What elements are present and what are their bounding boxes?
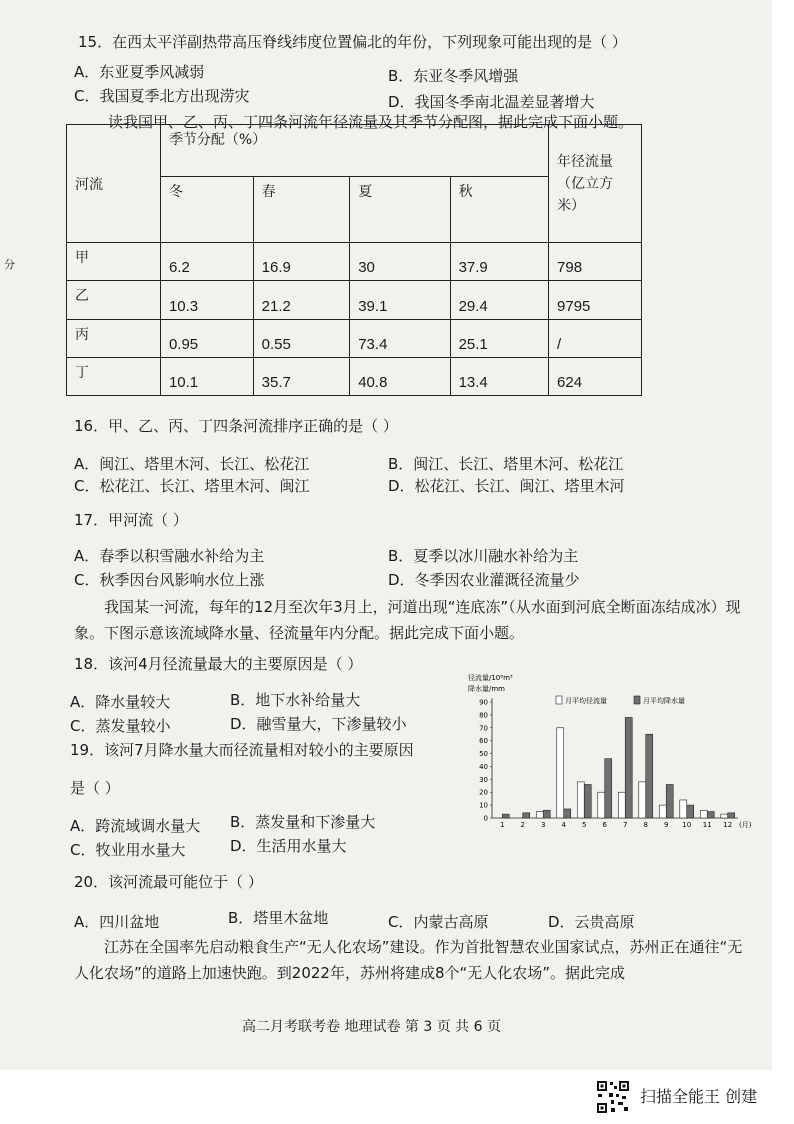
table-cell: 6.2 (160, 243, 253, 281)
y-tick-label: 20 (479, 788, 488, 797)
x-tick-label: 7 (623, 821, 628, 829)
table-cell: 16.9 (253, 243, 350, 281)
question-16-option-a: A．闽江、塔里木河、长江、松花江 (74, 455, 310, 473)
runoff-bar (700, 810, 707, 818)
question-20-option-d: D．云贵高原 (548, 913, 635, 931)
table-row (67, 357, 642, 395)
precip-bar (646, 734, 653, 818)
runoff-bar (577, 782, 584, 818)
x-tick-label: 8 (643, 821, 648, 829)
x-tick-label: 11 (702, 821, 712, 829)
x-tick-label: 4 (561, 821, 566, 829)
legend-swatch (556, 696, 562, 704)
question-19-option-b: B．蒸发量和下渗量大 (230, 813, 376, 831)
table-cell: 624 (549, 357, 642, 395)
y-tick-label: 0 (483, 814, 488, 823)
question-16-option-c: C．松花江、长江、塔里木河、闽江 (74, 477, 310, 495)
river-name: 丁 (67, 357, 161, 395)
question-15-stem: 15．在西太平洋副热带高压脊线纬度位置偏北的年份，下列现象可能出现的是（ ） (78, 33, 627, 51)
x-tick-label: 1 (500, 821, 505, 829)
x-tick-label: 12 (723, 821, 733, 829)
question-19-option-d: D．生活用水量大 (230, 837, 347, 855)
question-17-option-c: C．秋季因台风影响水位上涨 (74, 571, 265, 589)
table-header-summer: 夏 (350, 177, 450, 243)
table-cell: 73.4 (350, 319, 450, 357)
y-tick-label: 90 (479, 698, 488, 707)
precip-bar (605, 759, 612, 818)
x-tick-label: 6 (602, 821, 607, 829)
question-19-stem-line-2: 是（ ） (70, 779, 120, 797)
runoff-bar (557, 728, 564, 818)
river-flow-table (66, 124, 642, 396)
question-18-option-d: D．融雪量大，下渗量较小 (230, 715, 407, 733)
question-20-stem: 20．该河流最可能位于（ ） (74, 873, 263, 891)
table-header-winter: 冬 (160, 177, 253, 243)
qr-code-icon (596, 1080, 630, 1114)
question-16-option-d: D．松花江、长江、闽江、塔里木河 (388, 477, 625, 495)
runoff-bar (659, 805, 666, 818)
y-tick-label: 30 (479, 775, 488, 784)
question-17-option-a: A．春季以积雪融水补给为主 (74, 547, 265, 565)
table-header-annual: 年径流量（亿立方米） (549, 125, 642, 243)
river-name: 丙 (67, 319, 161, 357)
precip-bar (584, 784, 591, 818)
question-15-option-b: B．东亚冬季风增强 (388, 67, 519, 85)
table-row (67, 281, 642, 319)
precip-bar (523, 813, 530, 818)
runoff-bar (536, 812, 543, 818)
precip-bar (625, 717, 632, 818)
question-18-option-a: A．降水量较大 (70, 693, 171, 711)
table-cell: 13.4 (450, 357, 548, 395)
table-cell: 798 (549, 243, 642, 281)
table-cell: 25.1 (450, 319, 548, 357)
question-15-option-a: A．东亚夏季风减弱 (74, 63, 205, 81)
question-20-option-c: C．内蒙古高原 (388, 913, 489, 931)
question-20-option-b: B．塔里木盆地 (228, 909, 329, 927)
question-17-option-b: B．夏季以冰川融水补给为主 (388, 547, 579, 565)
passage-2: 我国某一河流，每年的12月至次年3月上，河道出现“连底冻”（从水面到河底全断面冻结成冰）现象。下图示意该流域降水量、径流量年内分配。据此完成下面小题。 (74, 598, 741, 642)
question-18-option-b: B．地下水补给量大 (230, 691, 361, 709)
table-cell: / (549, 319, 642, 357)
runoff-precipitation-chart (466, 672, 776, 832)
y-tick-label: 10 (479, 801, 488, 810)
runoff-bar (680, 800, 687, 818)
x-tick-label: 10 (682, 821, 692, 829)
x-axis-unit: (月) (739, 821, 752, 829)
runoff-bar (721, 814, 728, 818)
x-tick-label: 5 (582, 821, 587, 829)
river-name: 甲 (67, 243, 161, 281)
question-18-option-c: C．蒸发量较小 (70, 717, 171, 735)
precip-bar (666, 784, 673, 818)
precip-bar (543, 810, 550, 818)
table-cell: 37.9 (450, 243, 548, 281)
table-cell: 21.2 (253, 281, 350, 319)
y-tick-label: 80 (479, 711, 488, 720)
y-tick-label: 50 (479, 750, 488, 759)
precip-bar (707, 812, 714, 818)
precip-bar (564, 809, 571, 818)
question-17-option-d: D．冬季因农业灌溉径流量少 (388, 571, 580, 589)
question-19-option-a: A．跨流域调水量大 (70, 817, 201, 835)
question-18-stem: 18．该河4月径流量最大的主要原因是（ ） (74, 655, 363, 673)
precip-bar (687, 805, 694, 818)
table-header-autumn: 秋 (450, 177, 548, 243)
y-tick-label: 60 (479, 737, 488, 746)
legend-swatch (634, 696, 640, 704)
x-tick-label: 9 (664, 821, 669, 829)
table-header-season: 季节分配（%） (160, 125, 548, 177)
question-15-option-d: D．我国冬季南北温差显著增大 (388, 93, 595, 111)
question-16-option-b: B．闽江、长江、塔里木河、松花江 (388, 455, 624, 473)
question-16-stem: 16．甲、乙、丙、丁四条河流排序正确的是（ ） (74, 417, 398, 435)
question-19-stem-line-1: 19．该河7月降水量大而径流量相对较小的主要原因 (70, 741, 414, 759)
table-cell: 9795 (549, 281, 642, 319)
runoff-bar (598, 792, 605, 818)
table-header-river: 河流 (67, 125, 161, 243)
table-cell: 0.55 (253, 319, 350, 357)
question-20-option-a: A．四川盆地 (74, 913, 160, 931)
table-cell: 0.95 (160, 319, 253, 357)
table-header-spring: 春 (253, 177, 350, 243)
table-cell: 40.8 (350, 357, 450, 395)
precip-bar (728, 813, 735, 818)
table-cell: 10.3 (160, 281, 253, 319)
y-tick-label: 70 (479, 724, 488, 733)
table-cell: 35.7 (253, 357, 350, 395)
table-cell: 10.1 (160, 357, 253, 395)
question-17-stem: 17．甲河流（ ） (74, 511, 188, 529)
margin-mark: 分 (4, 258, 15, 271)
legend-label: 月平均降水量 (643, 697, 685, 705)
passage-3: 江苏在全国率先启动粮食生产“无人化农场”建设。作为首批智慧农业国家试点，苏州正在通往“无人化农场”的道路上加速快跑。到2022年，苏州将建成8个“无人化农场”。据此完成 (74, 938, 743, 982)
table-row (67, 319, 642, 357)
question-19-option-c: C．牧业用水量大 (70, 841, 186, 859)
x-tick-label: 3 (541, 821, 546, 829)
table-cell: 29.4 (450, 281, 548, 319)
precip-bar (502, 814, 509, 818)
page-footer: 高二月考联考卷 地理试卷 第 3 页 共 6 页 (242, 1019, 501, 1035)
legend-label: 月平均径流量 (565, 697, 607, 705)
table-cell: 39.1 (350, 281, 450, 319)
x-tick-label: 2 (520, 821, 525, 829)
scanner-brand: 扫描全能王 创建 (640, 1087, 758, 1106)
runoff-bar (618, 792, 625, 818)
table-cell: 30 (350, 243, 450, 281)
question-15-option-c: C．我国夏季北方出现涝灾 (74, 87, 250, 105)
y-axis-label-runoff: 径流量/10⁸m³ (468, 674, 513, 682)
y-tick-label: 40 (479, 762, 488, 771)
river-name: 乙 (67, 281, 161, 319)
table-row (67, 243, 642, 281)
table-intro: 读我国甲、乙、丙、丁四条河流年径流量及其季节分配图，据此完成下面小题。 (108, 113, 634, 131)
runoff-bar (639, 782, 646, 818)
y-axis-label-precip: 降水量/mm (468, 685, 505, 693)
